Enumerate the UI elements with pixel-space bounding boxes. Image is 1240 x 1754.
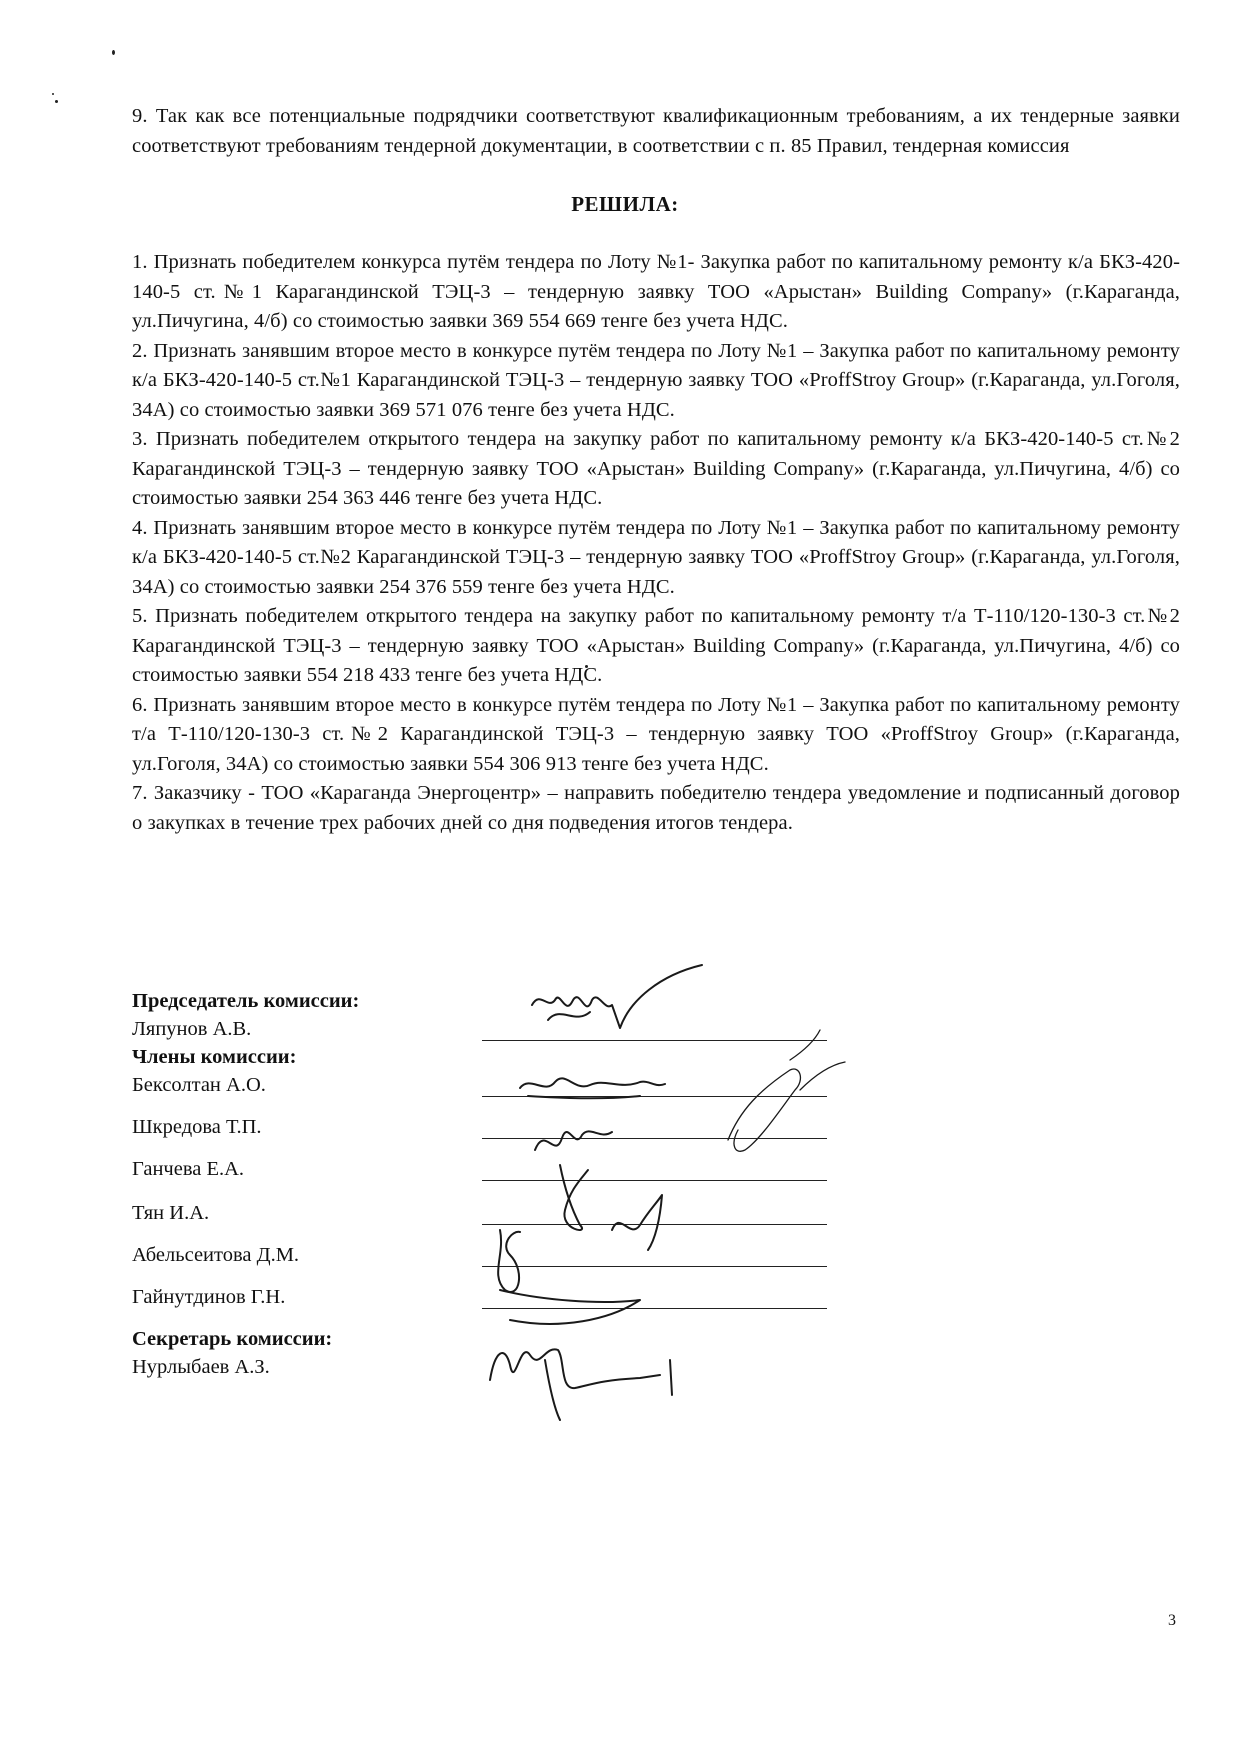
- intro-paragraph: [132, 102, 1180, 161]
- signature-member-3: [560, 1165, 588, 1230]
- secretary-name: Нурлыбаев А.З.: [132, 1356, 270, 1378]
- decision-item-3: 3. Признать победителем открытого тендера на закупку работ по капитальному ремонту к/а БКЗ-420-140-5 ст.№2 Карагандинской ТЭЦ-3 – тендерную заявку ТОО «Арыстан» Building Company» (г.Караганда, ул.Пичугина, 4/б) со стоимостью заявки 254 363 446 тенге без учета НДС.: [132, 428, 1180, 509]
- page-number: 3: [1168, 1612, 1176, 1629]
- scan-speck: [52, 93, 54, 95]
- member-name: Абельсеитова Д.М.: [132, 1244, 300, 1266]
- decided-heading: РЕШИЛА:: [571, 192, 679, 216]
- chair-label: Председатель комиссии:: [132, 990, 360, 1012]
- scan-speck: [112, 50, 115, 55]
- decisions-list: [132, 248, 1180, 838]
- signature-line: [482, 1096, 827, 1097]
- signature-secretary: [490, 1349, 672, 1395]
- scan-speck: [55, 100, 58, 103]
- signature-member-4: [612, 1195, 662, 1250]
- member-name: Ганчева Е.А.: [132, 1158, 245, 1180]
- signature-extra: [728, 1030, 845, 1151]
- signature-line: [482, 1308, 827, 1309]
- chair-name: Ляпунов А.В.: [132, 1018, 252, 1040]
- signature-line: [482, 1266, 827, 1267]
- secretary-label: Секретарь комиссии:: [132, 1328, 333, 1350]
- signature-line: [482, 1224, 827, 1225]
- members-label: Члены комиссии:: [132, 1046, 297, 1068]
- signature-chair: [532, 965, 702, 1028]
- member-name: Бексолтан А.О.: [132, 1074, 266, 1096]
- intro-text: 9. Так как все потенциальные подрядчики соответствуют квалификационным требованиям, а их тендерные заявки соответствуют требованиям тендерной документации, в соответствии с п. 85 Правил, тендерная комиссия: [132, 105, 1180, 157]
- decision-item-5: 5. Признать победителем открытого тендера на закупку работ по капитальному ремонту т/а Т-110/120-130-3 ст.№2 Карагандинской ТЭЦ-3 – тендерную заявку ТОО «Арыстан» Building Company» (г.Караганда, ул.Пичугина, 4/б) со стоимостью заявки 554 218 433 тенге без учета НДС.: [132, 605, 1180, 686]
- signature-member-5: [498, 1230, 520, 1292]
- member-name: Шкредова Т.П.: [132, 1116, 262, 1138]
- signature-member-6: [500, 1290, 640, 1324]
- decision-item-4: 4. Признать занявшим второе место в конкурсе путём тендера по Лоту №1 – Закупка работ по капитальному ремонту к/а БКЗ-420-140-5 ст.№2 Карагандинской ТЭЦ-3 – тендерную заявку ТОО «ProffStroy Group» (г.Караганда, ул.Гоголя, 34А) со стоимостью заявки 254 376 559 тенге без учета НДС.: [132, 516, 1180, 598]
- member-name: Гайнутдинов Г.Н.: [132, 1286, 286, 1308]
- signature-member-2: [535, 1131, 612, 1150]
- member-name: Тян И.А.: [132, 1202, 210, 1224]
- signature-line: [482, 1138, 827, 1139]
- signature-line: [482, 1180, 827, 1181]
- signature-line: [482, 1040, 827, 1041]
- decision-item-2: 2. Признать занявшим второе место в конкурсе путём тендера по Лоту №1 – Закупка работ по капитальному ремонту к/а БКЗ-420-140-5 ст.№1 Карагандинской ТЭЦ-3 – тендерную заявку ТОО «ProffStroy Group» (г.Караганда, ул.Гоголя, 34А) со стоимостью заявки 369 571 076 тенге без учета НДС.: [132, 339, 1180, 421]
- signature-member-1: [520, 1078, 665, 1088]
- decision-item-1: 1. Признать победителем конкурса путём тендера по Лоту №1- Закупка работ по капитальному ремонту к/а БКЗ-420-140-5 ст.№1 Карагандинской ТЭЦ-3 – тендерную заявку ТОО «Арыстан» Building Company» (г.Караганда, ул.Пичугина, 4/б) со стоимостью заявки 369 554 669 тенге без учета НДС.: [132, 251, 1180, 332]
- decision-item-7: 7. Заказчику - ТОО «Караганда Энергоцентр» – направить победителю тендера уведомление и подписанный договор о закупках в течение трех рабочих дней со дня подведения итогов тендера.: [132, 782, 1180, 834]
- decision-item-6: 6. Признать занявшим второе место в конкурсе путём тендера по Лоту №1 – Закупка работ по капитальному ремонту т/а Т-110/120-130-3 ст.№2 Карагандинской ТЭЦ-3 – тендерную заявку ТОО «ProffStroy Group» (г.Караганда, ул.Гоголя, 34А) со стоимостью заявки 554 306 913 тенге без учета НДС.: [132, 693, 1180, 775]
